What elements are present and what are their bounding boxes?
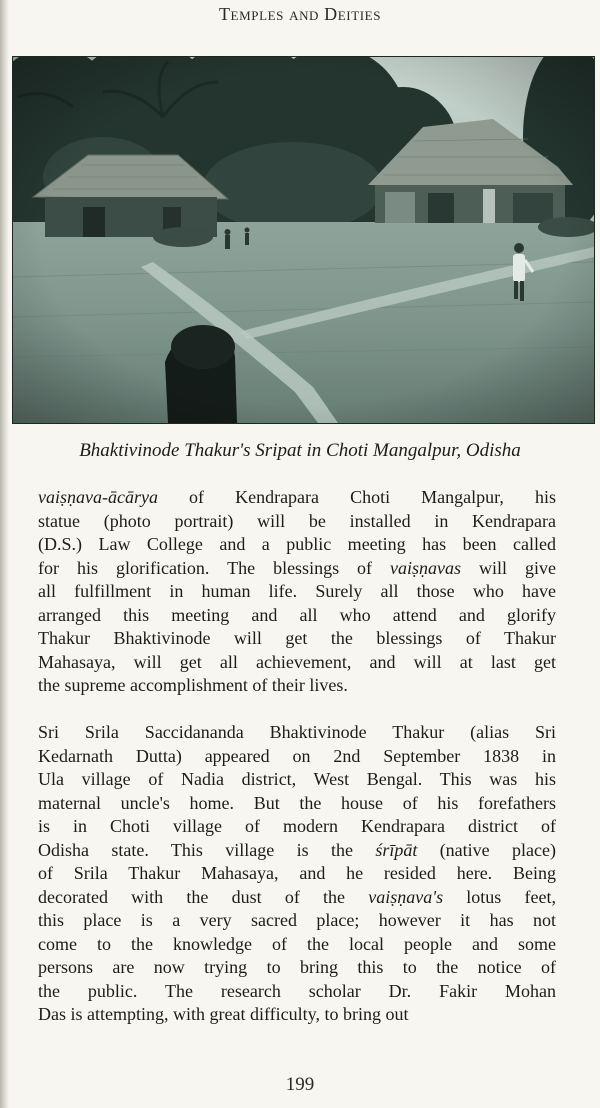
text-run: Mahasaya, will get all achievement, and will at last get	[38, 651, 556, 672]
page-binding-shadow	[0, 0, 9, 1108]
text-line	[38, 651, 556, 675]
text-line	[38, 839, 556, 863]
text-run: (native place)	[417, 839, 556, 860]
italic-term: vaiṣṇava-ācārya	[38, 487, 158, 507]
village-photograph	[12, 56, 595, 424]
text-run: Kedarnath Dutta) appeared on 2nd September 1838 in	[38, 745, 556, 766]
italic-term: vaiṣṇava's	[368, 886, 444, 907]
text-line	[38, 604, 556, 628]
text-run: statue (photo portrait) will be installed in Kendrapara	[38, 510, 556, 531]
text-run: come to the knowledge of the local people and some	[38, 933, 556, 954]
text-line	[38, 815, 556, 839]
text-line	[38, 533, 556, 557]
text-run: this place is a very sacred place; however it has not	[38, 910, 556, 930]
text-line	[38, 862, 556, 886]
text-line	[38, 557, 556, 581]
italic-term: vaiṣṇavas	[390, 557, 462, 578]
text-run: will give	[461, 557, 556, 578]
text-run: of Kendrapara Choti Mangalpur, his	[157, 487, 556, 507]
text-run: of Srila Thakur Mahasaya, and he resided here. Being	[38, 863, 556, 883]
text-run: Ula village of Nadia district, West Bengal. This was his	[38, 769, 556, 789]
text-run: is in Choti village of modern Kendrapara district of	[38, 816, 556, 836]
text-line	[38, 909, 556, 933]
italic-term: śrīpāt	[375, 839, 418, 860]
text-line	[38, 486, 556, 510]
text-line	[38, 792, 556, 816]
text-run: the supreme accomplishment of their lives.	[38, 675, 348, 695]
text-run: the public. The research scholar Dr. Fakir Mohan	[38, 980, 556, 1001]
text-run: decorated with the dust of the	[38, 886, 369, 907]
text-line	[38, 956, 556, 980]
text-run: arranged this meeting and all who attend and glorify	[38, 604, 556, 625]
text-run: Sri Srila Saccidananda Bhaktivinode Thakur (alias Sri	[38, 722, 556, 742]
text-line	[38, 745, 556, 769]
text-run: Odisha state. This village is the	[38, 839, 376, 860]
text-run: persons are now trying to bring this to the notice of	[38, 957, 556, 977]
text-run: lotus feet,	[443, 886, 556, 907]
text-line	[38, 933, 556, 957]
text-run: all fulfillment in human life. Surely all those who have	[38, 581, 556, 601]
text-line	[38, 580, 556, 604]
text-line	[38, 768, 556, 792]
text-line	[38, 886, 556, 910]
figure-caption: Bhaktivinode Thakur's Sripat in Choti Mangalpur, Odisha	[79, 440, 521, 461]
running-head: Temples and Deities	[218, 4, 382, 24]
text-line	[38, 627, 556, 651]
text-run: Das is attempting, with great difficulty, to bring out	[38, 1004, 409, 1024]
text-line	[38, 674, 556, 698]
text-run: Thakur Bhaktivinode will get the blessings of Thakur	[38, 628, 556, 648]
paragraph-2	[38, 721, 556, 1027]
text-line	[38, 510, 556, 534]
text-line	[38, 721, 556, 745]
text-line	[38, 1003, 556, 1027]
text-run: maternal uncle's home. But the house of his forefathers	[38, 792, 556, 813]
paragraph-1	[38, 486, 556, 698]
text-run: (D.S.) Law College and a public meeting has been called	[38, 534, 556, 554]
text-run: for his glorification. The blessings of	[38, 557, 391, 578]
text-line	[38, 980, 556, 1004]
page-number: 199	[285, 1074, 315, 1095]
